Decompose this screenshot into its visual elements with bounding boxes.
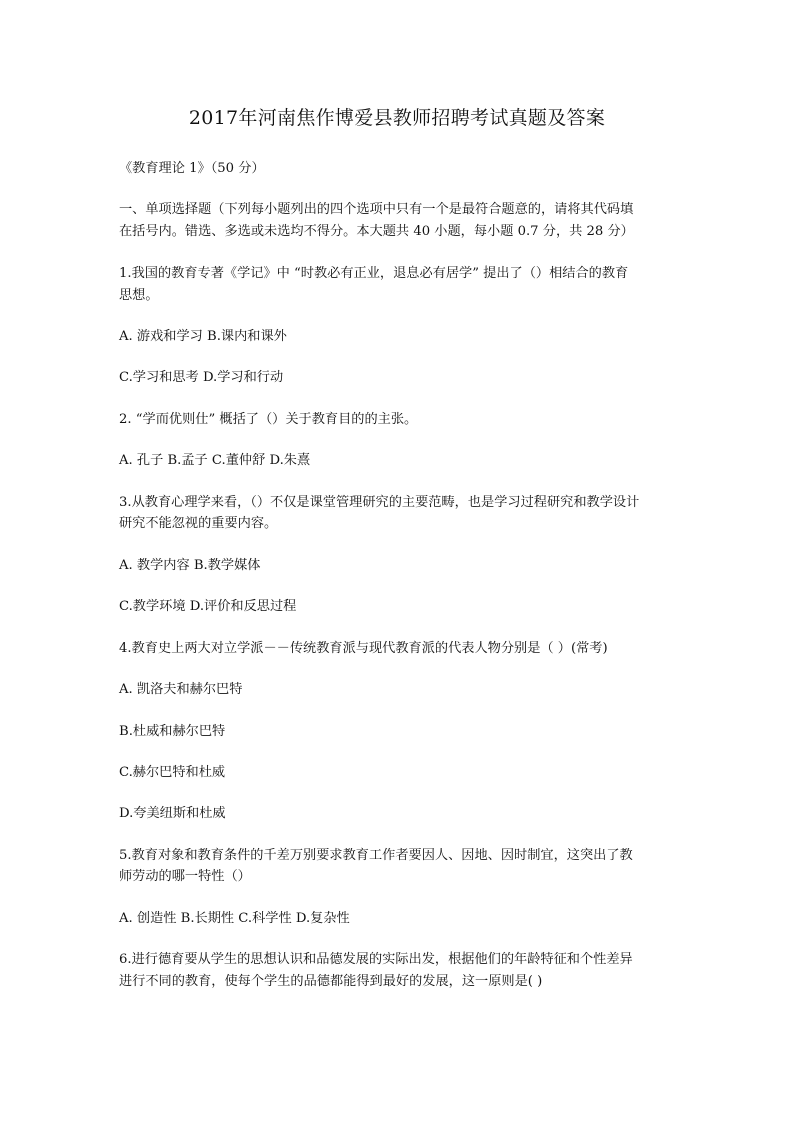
question-1-stem-line-1: 1.我国的教育专著《学记》中 “时教必有正业，退息必有居学” 提出了（）相结合的教育 xyxy=(119,266,629,281)
question-4-option-d: D.夸美纽斯和杜威 xyxy=(119,806,226,821)
question-2-options: A. 孔子 B.孟子 C.董仲舒 D.朱熹 xyxy=(119,453,311,468)
section-heading: 《教育理论 1》（50 分） xyxy=(119,161,265,176)
question-4-option-a: A. 凯洛夫和赫尔巴特 xyxy=(119,682,243,697)
question-3-stem-line-2: 研究不能忽视的重要内容。 xyxy=(119,516,278,531)
question-1-options-cd: C.学习和思考 D.学习和行动 xyxy=(119,370,284,385)
question-4-option-b: B.杜威和赫尔巴特 xyxy=(119,724,226,739)
question-3-options-cd: C.教学环境 D.评价和反思过程 xyxy=(119,599,297,614)
question-1-stem-line-2: 思想。 xyxy=(119,288,159,303)
question-6-stem-line-1: 6.进行德育要从学生的思想认识和品德发展的实际出发，根据他们的年龄特征和个性差异 xyxy=(119,952,633,967)
question-4-option-c: C.赫尔巴特和杜威 xyxy=(119,765,226,780)
question-4-stem: 4.教育史上两大对立学派－－传统教育派与现代教育派的代表人物分别是（ ）(常考) xyxy=(119,641,608,656)
question-5-options: A. 创造性 B.长期性 C.科学性 D.复杂性 xyxy=(119,911,350,926)
question-5-stem-line-2: 师劳动的哪一特性（） xyxy=(119,869,251,884)
question-3-options-ab: A. 教学内容 B.教学媒体 xyxy=(119,558,261,573)
question-1-options-ab: A. 游戏和学习 B.课内和课外 xyxy=(119,329,287,344)
question-5-stem-line-1: 5.教育对象和教育条件的千差万别要求教育工作者要因人、因地、因时制宜，这突出了教 xyxy=(119,848,633,863)
question-6-stem-line-2: 进行不同的教育，使每个学生的品德都能得到最好的发展，这一原则是( ) xyxy=(119,974,543,989)
document-title: 2017年河南焦作博爱县教师招聘考试真题及答案 xyxy=(188,107,606,129)
instructions-line-2: 在括号内。错选、多选或未选均不得分。本大题共 40 小题，每小题 0.7 分，共 28 分） xyxy=(119,224,634,239)
question-3-stem-line-1: 3.从教育心理学来看，（）不仅是课堂管理研究的主要范畴，也是学习过程研究和教学设计 xyxy=(119,495,640,510)
question-2-stem: 2. “学而优则仕” 概括了（）关于教育目的的主张。 xyxy=(119,412,418,427)
instructions-line-1: 一、单项选择题（下列每小题列出的四个选项中只有一个是最符合题意的，请将其代码填 xyxy=(119,202,634,217)
